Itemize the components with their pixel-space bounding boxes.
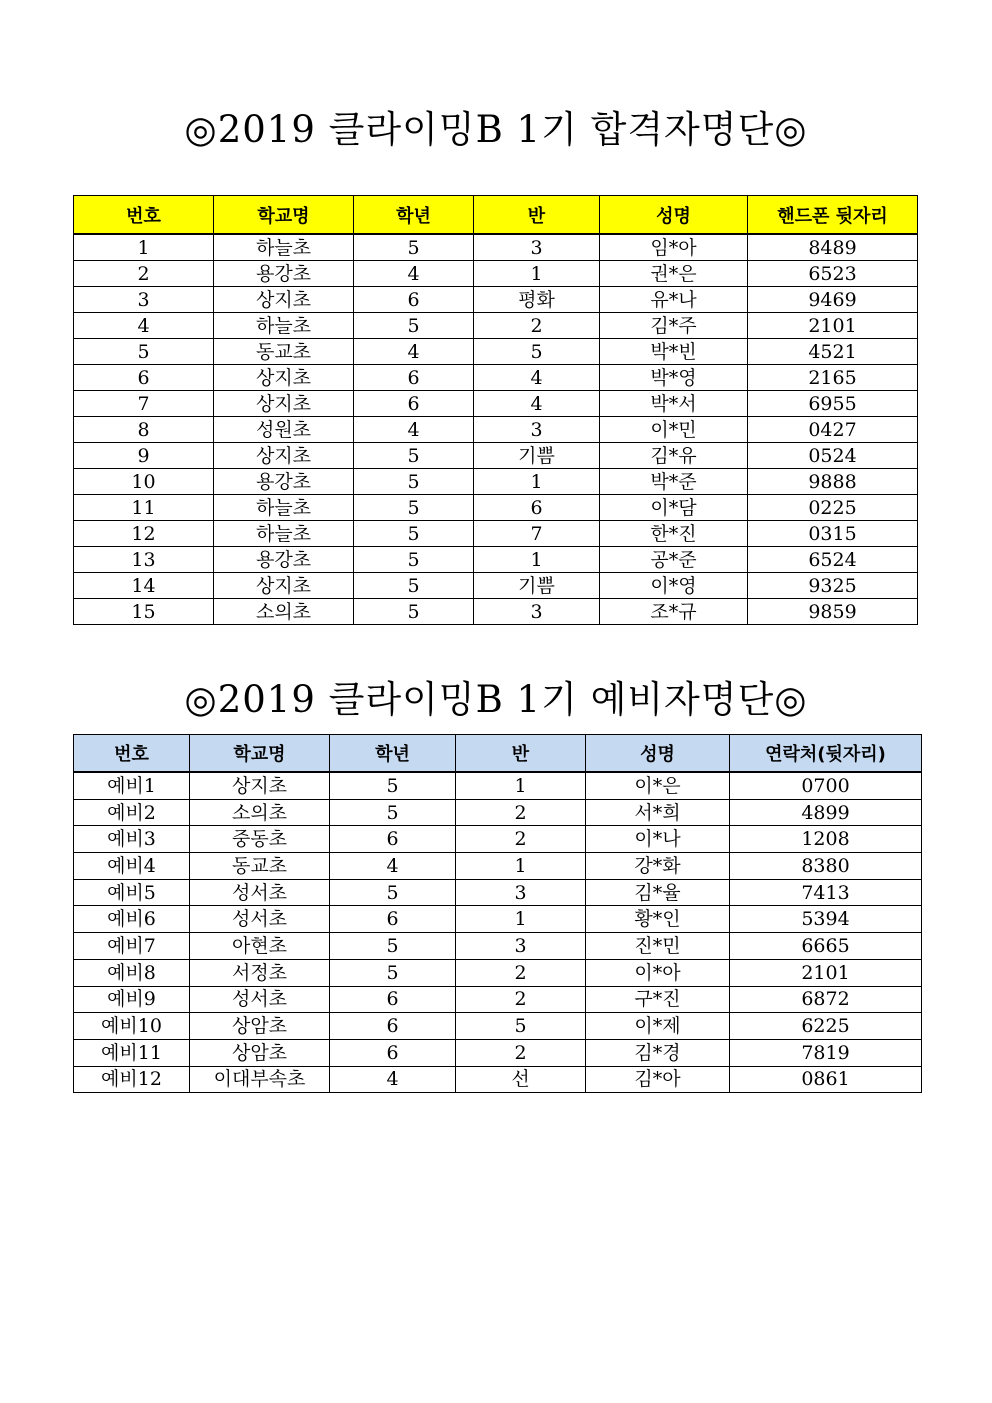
cell-name: 권*은 (600, 261, 748, 287)
reserve-table (73, 734, 922, 1093)
cell-number: 1 (74, 234, 214, 261)
cell-grade: 6 (330, 906, 456, 933)
cell-number: 2 (74, 261, 214, 287)
cell-name: 김*경 (586, 1039, 730, 1066)
passed-table (73, 195, 918, 625)
cell-name: 박*서 (600, 391, 748, 417)
cell-class: 1 (474, 469, 600, 495)
header-name: 성명 (586, 735, 730, 773)
cell-name: 박*빈 (600, 339, 748, 365)
table-row (74, 391, 918, 417)
cell-school: 하늘초 (214, 521, 354, 547)
cell-name: 이*아 (586, 959, 730, 986)
cell-grade: 4 (330, 853, 456, 880)
table-row (74, 573, 918, 599)
table-row (74, 799, 922, 826)
cell-school: 상지초 (214, 365, 354, 391)
cell-class: 1 (474, 261, 600, 287)
table-row (74, 906, 922, 933)
table-row (74, 417, 918, 443)
cell-number: 10 (74, 469, 214, 495)
cell-name: 구*진 (586, 986, 730, 1013)
table-row (74, 986, 922, 1013)
cell-number: 예비2 (74, 799, 190, 826)
cell-name: 조*규 (600, 599, 748, 625)
passed-header-row (74, 196, 918, 235)
cell-phone: 2101 (730, 959, 922, 986)
cell-phone: 2165 (748, 365, 918, 391)
cell-grade: 5 (330, 959, 456, 986)
header-phone: 핸드폰 뒷자리 (748, 196, 918, 235)
cell-phone: 8380 (730, 853, 922, 880)
cell-class: 7 (474, 521, 600, 547)
table-row (74, 1013, 922, 1040)
table-row (74, 365, 918, 391)
cell-school: 소의초 (190, 799, 330, 826)
cell-class: 평화 (474, 287, 600, 313)
cell-grade: 5 (330, 933, 456, 960)
header-name: 성명 (600, 196, 748, 235)
cell-name: 이*나 (586, 826, 730, 853)
passed-table-body (74, 234, 918, 625)
cell-grade: 5 (354, 547, 474, 573)
cell-name: 김*율 (586, 879, 730, 906)
cell-phone: 0524 (748, 443, 918, 469)
table-row (74, 826, 922, 853)
cell-phone: 9888 (748, 469, 918, 495)
table-row (74, 234, 918, 261)
cell-phone: 4899 (730, 799, 922, 826)
cell-phone: 0427 (748, 417, 918, 443)
cell-grade: 4 (354, 339, 474, 365)
cell-number: 예비4 (74, 853, 190, 880)
cell-school: 성서초 (190, 986, 330, 1013)
table-row (74, 339, 918, 365)
cell-number: 12 (74, 521, 214, 547)
cell-school: 성서초 (190, 879, 330, 906)
header-contact: 연락처(뒷자리) (730, 735, 922, 773)
cell-class: 5 (456, 1013, 586, 1040)
cell-number: 15 (74, 599, 214, 625)
cell-name: 이*민 (600, 417, 748, 443)
table-row (74, 443, 918, 469)
cell-grade: 4 (330, 1066, 456, 1093)
cell-phone: 9325 (748, 573, 918, 599)
cell-class: 1 (474, 547, 600, 573)
table-row (74, 853, 922, 880)
cell-number: 8 (74, 417, 214, 443)
cell-name: 임*아 (600, 234, 748, 261)
header-number: 번호 (74, 735, 190, 773)
cell-grade: 5 (354, 443, 474, 469)
table-row (74, 772, 922, 799)
cell-class: 2 (456, 799, 586, 826)
cell-grade: 5 (354, 521, 474, 547)
cell-grade: 5 (330, 799, 456, 826)
cell-name: 공*준 (600, 547, 748, 573)
table-row (74, 287, 918, 313)
table-row (74, 879, 922, 906)
cell-name: 황*인 (586, 906, 730, 933)
cell-school: 용강초 (214, 261, 354, 287)
cell-school: 상지초 (190, 772, 330, 799)
table-row (74, 521, 918, 547)
table-row (74, 1039, 922, 1066)
cell-phone: 6665 (730, 933, 922, 960)
cell-class: 2 (474, 313, 600, 339)
cell-number: 예비12 (74, 1066, 190, 1093)
cell-grade: 4 (354, 417, 474, 443)
cell-school: 하늘초 (214, 313, 354, 339)
cell-class: 기쁨 (474, 573, 600, 599)
cell-number: 예비7 (74, 933, 190, 960)
cell-school: 이대부속초 (190, 1066, 330, 1093)
cell-phone: 2101 (748, 313, 918, 339)
cell-school: 상지초 (214, 287, 354, 313)
cell-grade: 6 (330, 826, 456, 853)
cell-phone: 9469 (748, 287, 918, 313)
cell-number: 9 (74, 443, 214, 469)
cell-class: 2 (456, 959, 586, 986)
cell-phone: 6523 (748, 261, 918, 287)
cell-number: 예비10 (74, 1013, 190, 1040)
cell-school: 중동초 (190, 826, 330, 853)
cell-phone: 1208 (730, 826, 922, 853)
cell-school: 상암초 (190, 1039, 330, 1066)
cell-class: 4 (474, 391, 600, 417)
header-class: 반 (456, 735, 586, 773)
cell-grade: 6 (330, 1039, 456, 1066)
cell-number: 11 (74, 495, 214, 521)
cell-school: 용강초 (214, 547, 354, 573)
cell-class: 1 (456, 853, 586, 880)
cell-name: 김*아 (586, 1066, 730, 1093)
header-school: 학교명 (214, 196, 354, 235)
header-class: 반 (474, 196, 600, 235)
cell-school: 아현초 (190, 933, 330, 960)
cell-phone: 9859 (748, 599, 918, 625)
cell-school: 하늘초 (214, 495, 354, 521)
reserve-header-row (74, 735, 922, 773)
cell-grade: 5 (354, 573, 474, 599)
cell-school: 상지초 (214, 391, 354, 417)
cell-school: 하늘초 (214, 234, 354, 261)
cell-grade: 6 (354, 287, 474, 313)
cell-class: 5 (474, 339, 600, 365)
cell-class: 1 (456, 772, 586, 799)
cell-name: 이*제 (586, 1013, 730, 1040)
table-row (74, 599, 918, 625)
cell-number: 13 (74, 547, 214, 573)
cell-phone: 6872 (730, 986, 922, 1013)
cell-grade: 6 (330, 1013, 456, 1040)
cell-phone: 0700 (730, 772, 922, 799)
table-row (74, 933, 922, 960)
cell-number: 예비6 (74, 906, 190, 933)
cell-name: 진*민 (586, 933, 730, 960)
cell-class: 6 (474, 495, 600, 521)
cell-school: 상지초 (214, 573, 354, 599)
cell-phone: 0315 (748, 521, 918, 547)
cell-school: 상암초 (190, 1013, 330, 1040)
cell-name: 이*담 (600, 495, 748, 521)
cell-name: 이*은 (586, 772, 730, 799)
cell-grade: 6 (354, 365, 474, 391)
table-row (74, 469, 918, 495)
cell-number: 4 (74, 313, 214, 339)
cell-phone: 6955 (748, 391, 918, 417)
cell-number: 예비11 (74, 1039, 190, 1066)
cell-school: 소의초 (214, 599, 354, 625)
cell-grade: 6 (354, 391, 474, 417)
header-grade: 학년 (354, 196, 474, 235)
cell-school: 서정초 (190, 959, 330, 986)
cell-phone: 6524 (748, 547, 918, 573)
cell-school: 성서초 (190, 906, 330, 933)
reserve-list-title: ◎2019 클라이밍B 1기 예비자명단◎ (184, 678, 808, 721)
cell-name: 서*희 (586, 799, 730, 826)
reserve-table-body (74, 772, 922, 1093)
cell-phone: 6225 (730, 1013, 922, 1040)
passed-list-title: ◎2019 클라이밍B 1기 합격자명단◎ (184, 108, 808, 151)
table-row (74, 959, 922, 986)
cell-school: 상지초 (214, 443, 354, 469)
cell-phone: 5394 (730, 906, 922, 933)
cell-number: 14 (74, 573, 214, 599)
cell-phone: 8489 (748, 234, 918, 261)
cell-grade: 5 (354, 495, 474, 521)
cell-phone: 0225 (748, 495, 918, 521)
cell-grade: 5 (354, 313, 474, 339)
cell-number: 7 (74, 391, 214, 417)
cell-phone: 7413 (730, 879, 922, 906)
cell-grade: 5 (330, 772, 456, 799)
cell-class: 3 (456, 933, 586, 960)
cell-grade: 5 (354, 469, 474, 495)
cell-grade: 4 (354, 261, 474, 287)
cell-number: 예비3 (74, 826, 190, 853)
cell-name: 이*영 (600, 573, 748, 599)
cell-class: 4 (474, 365, 600, 391)
cell-number: 예비5 (74, 879, 190, 906)
cell-class: 3 (456, 879, 586, 906)
cell-school: 동교초 (190, 853, 330, 880)
cell-class: 2 (456, 1039, 586, 1066)
cell-number: 예비1 (74, 772, 190, 799)
cell-phone: 4521 (748, 339, 918, 365)
header-number: 번호 (74, 196, 214, 235)
header-school: 학교명 (190, 735, 330, 773)
cell-name: 김*유 (600, 443, 748, 469)
table-row (74, 547, 918, 573)
cell-name: 한*진 (600, 521, 748, 547)
cell-grade: 5 (354, 599, 474, 625)
cell-number: 6 (74, 365, 214, 391)
table-row (74, 1066, 922, 1093)
cell-school: 용강초 (214, 469, 354, 495)
cell-class: 1 (456, 906, 586, 933)
cell-class: 3 (474, 417, 600, 443)
table-row (74, 313, 918, 339)
cell-class: 기쁨 (474, 443, 600, 469)
cell-school: 성원초 (214, 417, 354, 443)
cell-class: 선 (456, 1066, 586, 1093)
cell-class: 2 (456, 986, 586, 1013)
cell-grade: 5 (330, 879, 456, 906)
cell-name: 강*화 (586, 853, 730, 880)
cell-class: 3 (474, 234, 600, 261)
header-grade: 학년 (330, 735, 456, 773)
cell-phone: 0861 (730, 1066, 922, 1093)
cell-grade: 6 (330, 986, 456, 1013)
cell-name: 박*준 (600, 469, 748, 495)
table-row (74, 261, 918, 287)
cell-phone: 7819 (730, 1039, 922, 1066)
cell-name: 유*나 (600, 287, 748, 313)
cell-number: 예비8 (74, 959, 190, 986)
cell-name: 김*주 (600, 313, 748, 339)
cell-grade: 5 (354, 234, 474, 261)
cell-class: 3 (474, 599, 600, 625)
table-row (74, 495, 918, 521)
cell-name: 박*영 (600, 365, 748, 391)
cell-number: 예비9 (74, 986, 190, 1013)
cell-school: 동교초 (214, 339, 354, 365)
cell-number: 3 (74, 287, 214, 313)
cell-number: 5 (74, 339, 214, 365)
cell-class: 2 (456, 826, 586, 853)
